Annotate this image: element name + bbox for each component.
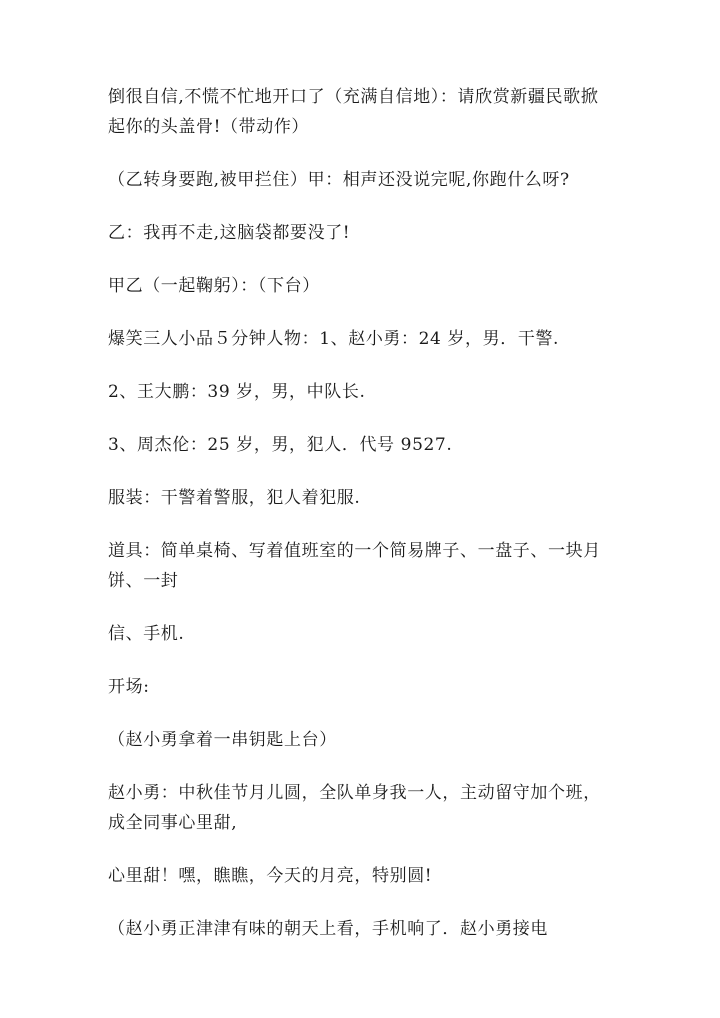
paragraph-7: 3、周杰伦：25 岁，男，犯人．代号 9527. (108, 435, 453, 455)
paragraph-6: 2、王大鹏：39 岁，男，中队长. (108, 382, 366, 402)
paragraph-9: 道具：简单桌椅、写着值班室的一个简易牌子、一盘子、一块月饼、一封 (108, 541, 601, 591)
paragraph-15: （赵小勇正津津有味的朝天上看，手机响了．赵小勇接电 (108, 919, 548, 939)
paragraph-5: 爆笑三人小品５分钟人物：1、赵小勇：24 岁，男．干警. (108, 329, 560, 349)
paragraph-14: 心里甜！嘿，瞧瞧，今天的月亮，特别圆! (108, 866, 433, 886)
paragraph-10: 信、手机. (108, 624, 185, 644)
paragraph-4: 甲乙（一起鞠躬）：（下台） (108, 276, 320, 296)
paragraph-1: 倒很自信,不慌不忙地开口了（充满自信地）：请欣赏新疆民歌掀起你的头盖骨!（带动作） (108, 87, 599, 137)
paragraph-2: （乙转身要跑,被甲拦住）甲：相声还没说完呢,你跑什么呀? (108, 170, 570, 190)
document-page (108, 82, 608, 967)
paragraph-13: 赵小勇：中秋佳节月儿圆，全队单身我一人，主动留守加个班，成全同事心里甜, (108, 783, 601, 833)
paragraph-11: 开场: (108, 677, 150, 697)
paragraph-3: 乙：我再不走,这脑袋都要没了! (108, 223, 351, 243)
paragraph-12: （赵小勇拿着一串钥匙上台） (108, 730, 337, 750)
paragraph-8: 服装：干警着警服，犯人着犯服. (108, 488, 361, 508)
